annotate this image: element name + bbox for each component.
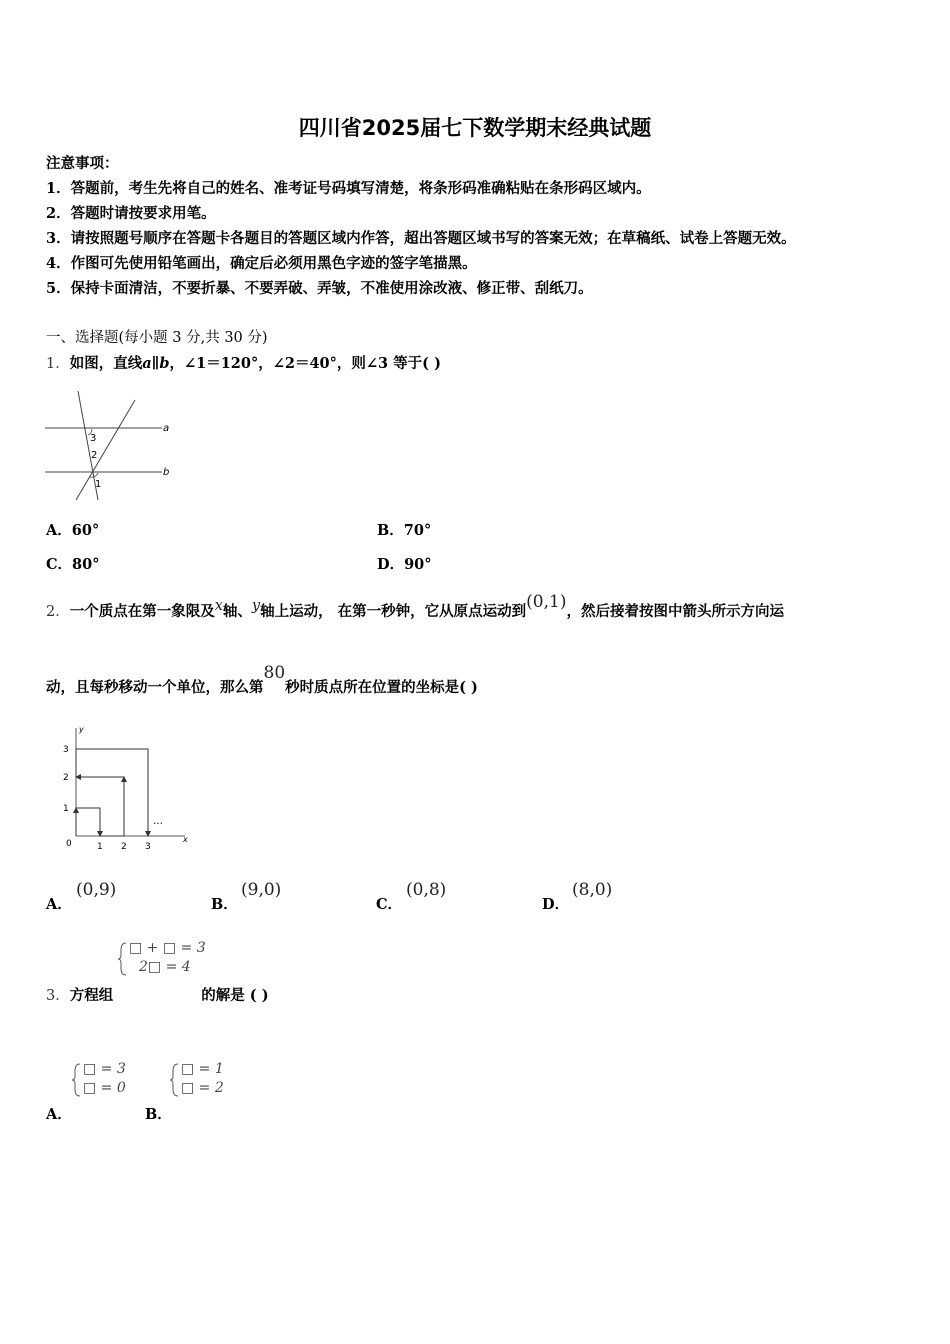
y-tick-1: 1 [63, 804, 69, 814]
question-number: 2． [46, 604, 70, 620]
option-a-line-2: □ = 0 [83, 1080, 126, 1096]
q1-parallel: ∥ [151, 355, 160, 372]
q2-point: (0,1) [526, 592, 567, 612]
label-b: b [163, 467, 170, 478]
option-label: D． [377, 556, 405, 573]
q1-option-a[interactable] [46, 519, 99, 540]
path-seg-2 [76, 808, 100, 836]
option-label: C． [46, 556, 73, 573]
q2-option-c-label[interactable]: C． [376, 896, 403, 913]
q1-var-a: a [142, 355, 152, 372]
q2-option-c-value[interactable]: (0,8) [406, 880, 447, 900]
q2-text-4: ，然后接着按图中箭头所示方向运 [566, 603, 784, 620]
note-item-4: 4．作图可先使用铅笔画出，确定后必须用黑色字迹的签字笔描黑。 [46, 255, 477, 272]
notes-heading: 注意事项： [46, 155, 119, 172]
origin-label: 0 [66, 839, 72, 849]
section-heading: 一、选择题(每小题 3 分,共 30 分) [46, 330, 268, 346]
path-seg-3 [100, 777, 124, 836]
q2-text-3: 轴上运动， 在第一秒钟，它从原点运动到 [260, 603, 527, 620]
system-line-1: □ + □ = 3 [129, 940, 206, 956]
q2-option-a-label[interactable]: A． [46, 896, 72, 913]
x-tick-1: 1 [97, 842, 103, 852]
option-label: A． [46, 522, 72, 539]
q1-text-a: 如图，直线 [69, 355, 143, 372]
label-a: a [163, 423, 170, 434]
note-item-5: 5．保持卡面清洁，不要折暴、不要弄破、弄皱，不准使用涂改液、修正带、刮纸刀。 [46, 280, 593, 297]
q2-option-b-value[interactable]: (9,0) [241, 880, 282, 900]
q2-text-1: 一个质点在第一象限及 [69, 603, 215, 620]
left-brace-icon [170, 1063, 180, 1097]
q3-option-b-label[interactable]: B． [145, 1106, 172, 1123]
q2-option-d-value[interactable]: (8,0) [572, 880, 613, 900]
q1-option-b[interactable] [377, 519, 431, 540]
continuation-dots: … [153, 816, 163, 827]
q2-text-6: 秒时质点所在位置的坐标是( ) [285, 679, 478, 696]
x-tick-2: 2 [121, 842, 127, 852]
q1-text-b: ，∠1＝120°，∠2＝40°，则∠3 等于( ) [169, 355, 441, 372]
note-item-2: 2．答题时请按要求用笔。 [46, 205, 216, 222]
left-brace-icon [118, 942, 128, 976]
option-label: B． [377, 522, 404, 539]
y-tick-2: 2 [63, 773, 69, 783]
system-line-2: 2□ = 4 [139, 959, 191, 975]
page-title: 四川省2025届七下数学期末经典试题 [298, 116, 652, 140]
q2-seconds: 80 [263, 663, 286, 683]
q2-option-a-value[interactable]: (0,9) [76, 880, 117, 900]
x-axis-label: x [183, 835, 188, 844]
question-1 [46, 352, 441, 373]
q3-option-a-label[interactable]: A． [46, 1106, 72, 1123]
q2-var-x: x [214, 598, 223, 614]
question-2-line-2 [46, 663, 478, 697]
q1-figure [40, 385, 180, 505]
q1-option-c[interactable] [46, 553, 99, 574]
x-tick-3: 3 [145, 842, 151, 852]
q3-text-1: 方程组 [69, 987, 114, 1004]
q1-option-d[interactable] [377, 553, 432, 574]
q2-text-5: 动，且每秒移动一个单位，那么第 [46, 679, 264, 696]
label-angle-3: 3 [90, 433, 97, 444]
q2-figure [55, 720, 195, 855]
q2-var-y: y [251, 598, 261, 614]
option-value: 80° [72, 556, 100, 573]
note-item-3: 3．请按照题号顺序在答题卡各题目的答题区域内作答，超出答题区域书写的答案无效；在草稿纸、试卷上答题无效。 [46, 230, 796, 247]
q2-option-b-label[interactable]: B． [211, 896, 238, 913]
q3-option-a-system[interactable] [72, 1061, 152, 1101]
question-number: 3． [46, 988, 70, 1004]
option-a-line-1: □ = 3 [83, 1061, 126, 1077]
q2-option-d-label[interactable]: D． [542, 896, 570, 913]
q1-var-b: b [159, 355, 170, 372]
q3-text-2: 的解是 ( ) [201, 987, 269, 1004]
option-value: 70° [403, 522, 432, 539]
label-angle-1: 1 [95, 479, 102, 490]
option-b-line-1: □ = 1 [181, 1061, 224, 1077]
label-angle-2: 2 [91, 450, 98, 461]
y-axis-label: y [79, 725, 84, 734]
q2-text-2: 轴、 [222, 603, 252, 620]
option-value: 90° [404, 556, 432, 573]
question-number: 1． [46, 356, 70, 372]
option-value: 60° [71, 522, 100, 539]
option-b-line-2: □ = 2 [181, 1080, 224, 1096]
transversal-2 [76, 400, 135, 500]
question-3 [46, 984, 269, 1005]
left-brace-icon [72, 1063, 82, 1097]
q3-option-b-system[interactable] [170, 1061, 250, 1101]
y-tick-3: 3 [63, 745, 69, 755]
note-item-1: 1．答题前，考生先将自己的姓名、准考证号码填写清楚，将条形码准确粘贴在条形码区域内。 [46, 180, 651, 197]
q3-equation-system [118, 940, 218, 980]
path-seg-5 [76, 749, 148, 836]
question-2-line-1 [46, 592, 784, 621]
